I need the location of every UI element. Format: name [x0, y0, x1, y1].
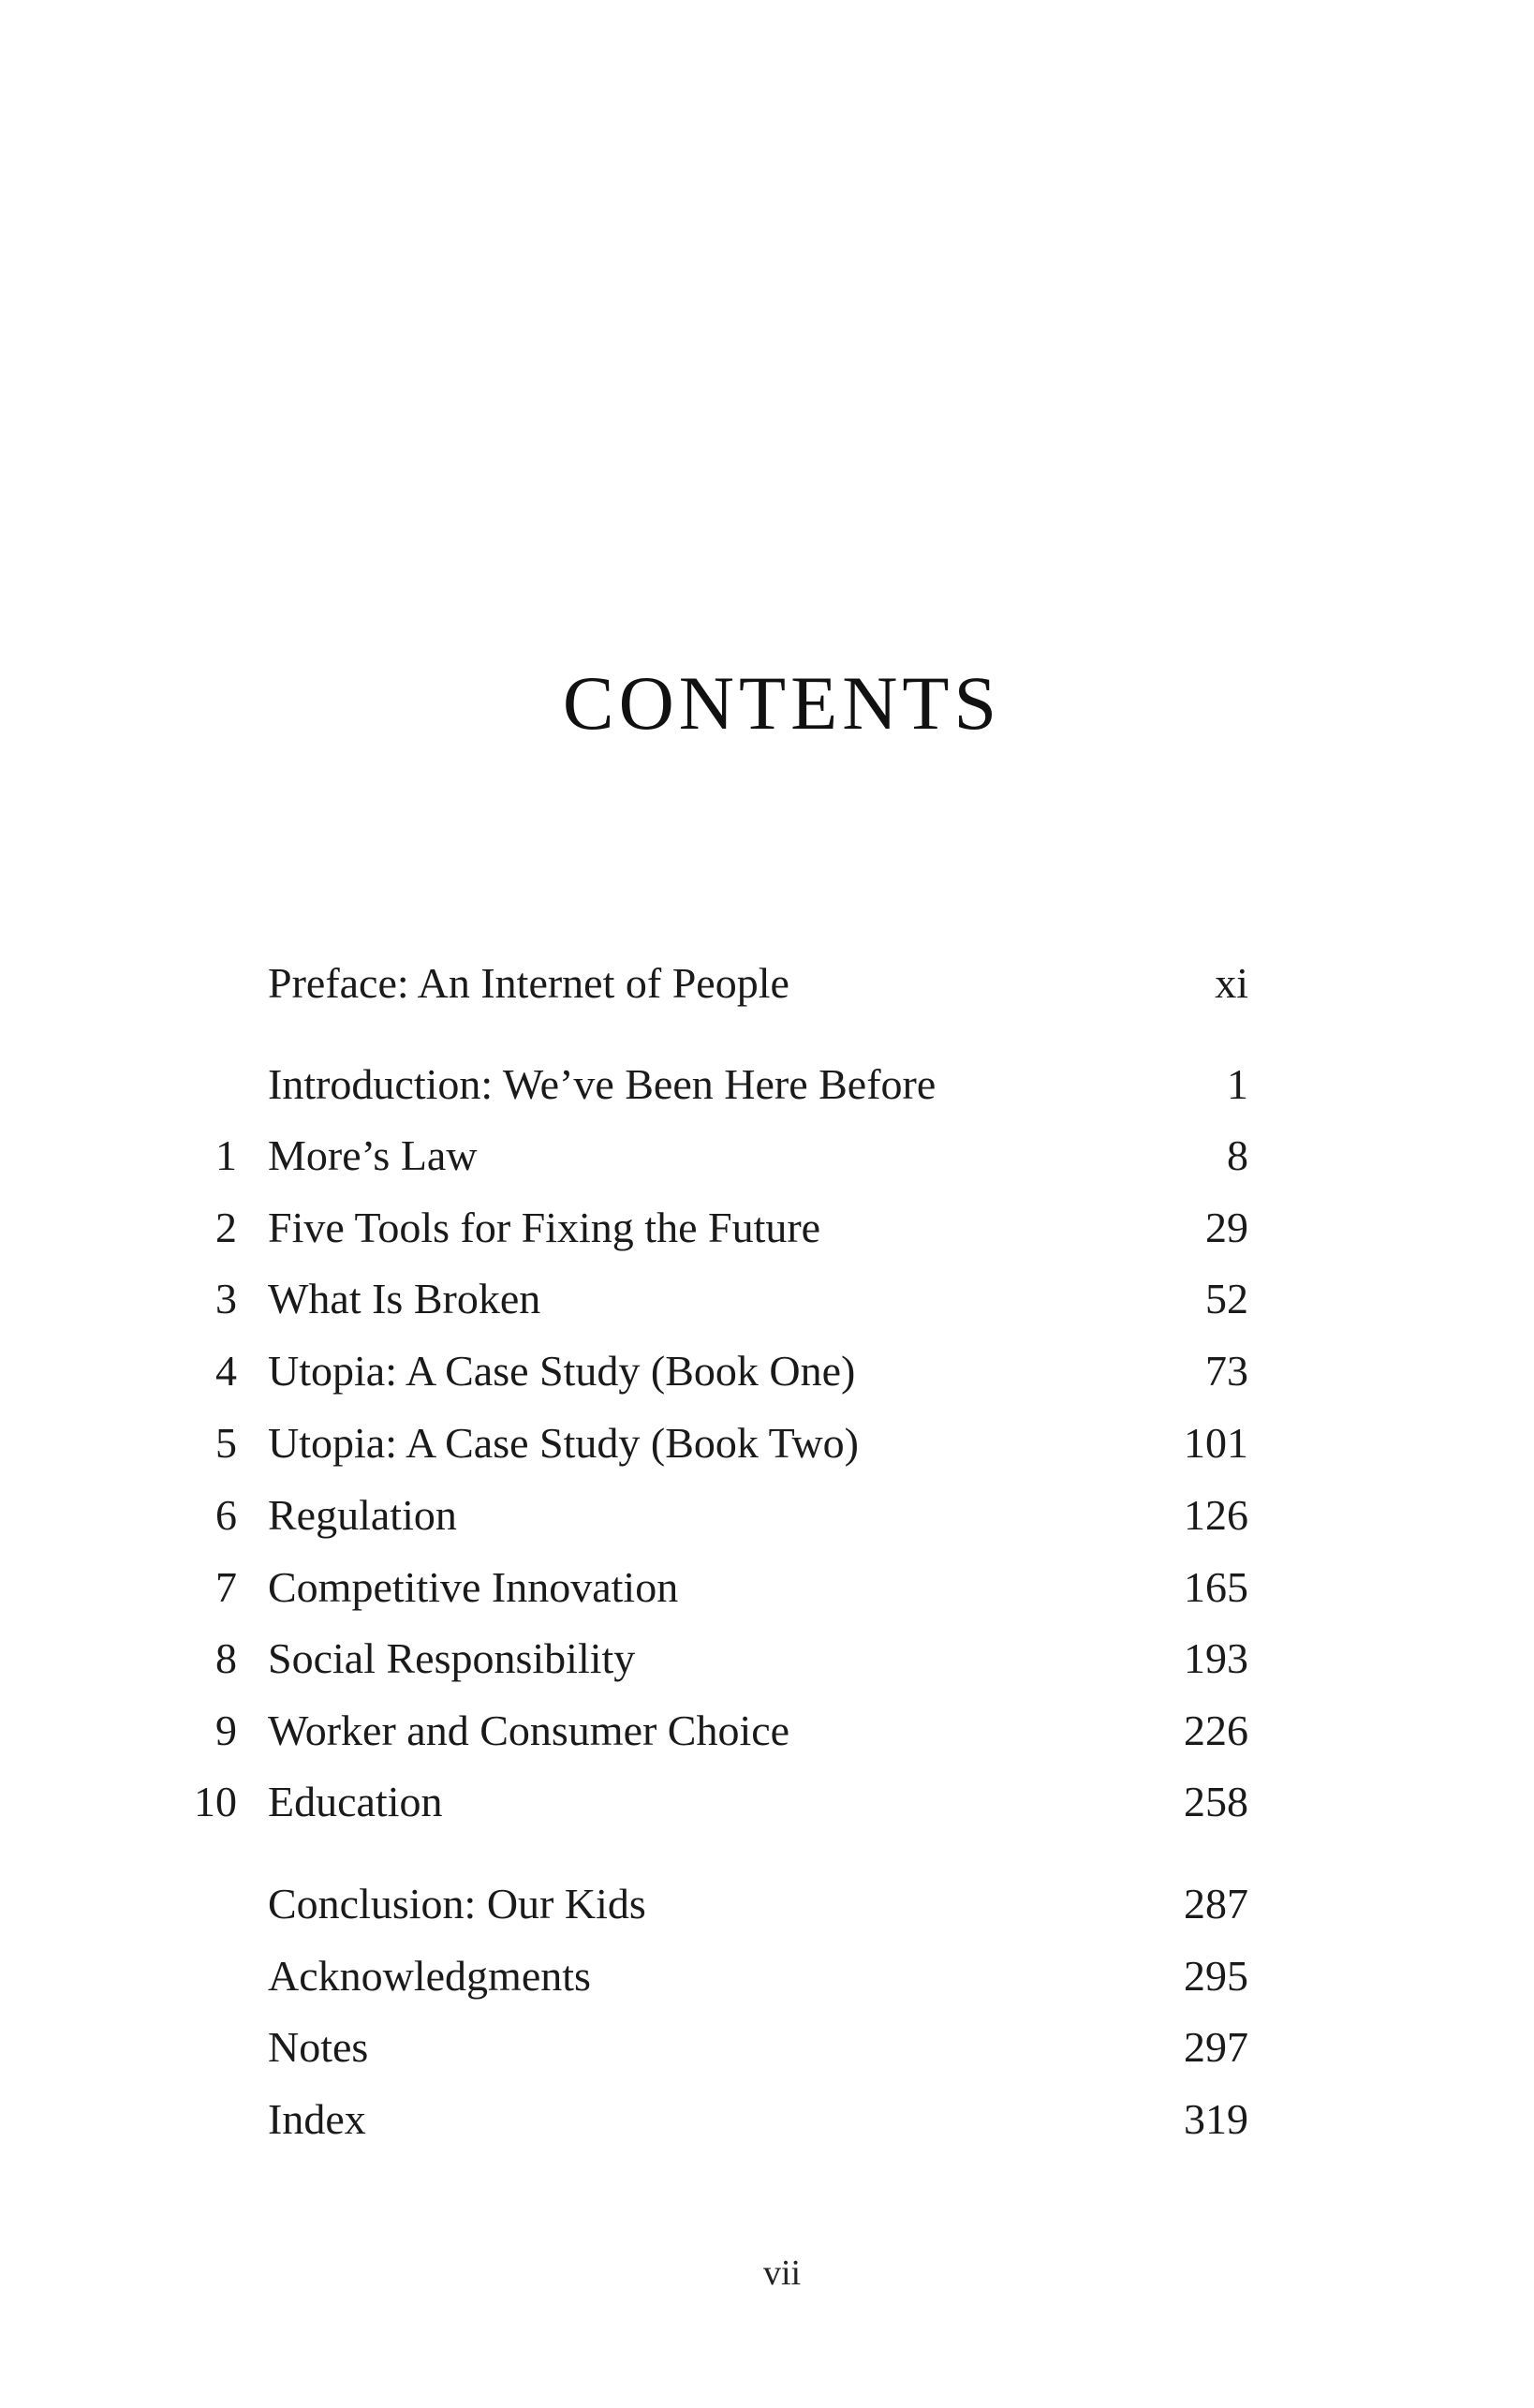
page-number: 73 — [1205, 1347, 1248, 1395]
chapter-number: 6 — [215, 1491, 237, 1539]
toc-entry — [0, 1263, 1534, 1335]
toc-entry — [0, 1336, 1534, 1407]
toc-entry — [0, 948, 1534, 1019]
entry-title: Social Responsibility — [268, 1634, 636, 1682]
entry-title: What Is Broken — [268, 1275, 541, 1322]
page-number: 29 — [1205, 1204, 1248, 1251]
chapter-number: 4 — [215, 1347, 237, 1395]
toc-entry — [0, 1408, 1534, 1479]
entry-title: Worker and Consumer Choice — [268, 1706, 790, 1754]
page-number: 193 — [1184, 1634, 1248, 1682]
chapter-number: 7 — [215, 1563, 237, 1611]
entry-title: Education — [268, 1778, 443, 1825]
page-number: 8 — [1227, 1131, 1248, 1179]
chapter-number: 9 — [215, 1706, 237, 1754]
entry-title: Five Tools for Fixing the Future — [268, 1204, 821, 1251]
chapter-number: 5 — [215, 1419, 237, 1467]
page-number: 297 — [1184, 2023, 1248, 2071]
entry-title: Conclusion: Our Kids — [268, 1880, 646, 1928]
toc-entry — [0, 1941, 1534, 2012]
contents-heading: CONTENTS — [562, 659, 1002, 746]
page-number: 319 — [1184, 2095, 1248, 2143]
entry-title: Notes — [268, 2023, 369, 2071]
page-number: 287 — [1184, 1880, 1248, 1928]
toc-entry — [0, 2084, 1534, 2155]
toc-entry — [0, 1695, 1534, 1766]
toc-entry — [0, 1869, 1534, 1940]
toc-entry — [0, 1049, 1534, 1120]
chapter-number: 2 — [215, 1204, 237, 1251]
chapter-number: 3 — [215, 1275, 237, 1322]
chapter-number: 1 — [215, 1131, 237, 1179]
page-number: 226 — [1184, 1706, 1248, 1754]
page-number: 52 — [1205, 1275, 1248, 1322]
page-number: 1 — [1227, 1060, 1248, 1108]
chapter-number: 8 — [215, 1634, 237, 1682]
page-number: 126 — [1184, 1491, 1248, 1539]
toc-entry — [0, 1120, 1534, 1191]
entry-title: Competitive Innovation — [268, 1563, 679, 1611]
page-number: 295 — [1184, 1952, 1248, 2000]
entry-title: Regulation — [268, 1491, 457, 1539]
entry-title: Introduction: We’ve Been Here Before — [268, 1060, 937, 1108]
toc-entry — [0, 2012, 1534, 2083]
toc-entry — [0, 1192, 1534, 1263]
entry-title: Acknowledgments — [268, 1952, 591, 2000]
page-folio: vii — [762, 2253, 802, 2293]
entry-title: Preface: An Internet of People — [268, 959, 789, 1007]
entry-title: Utopia: A Case Study (Book Two) — [268, 1419, 859, 1467]
entry-title: Index — [268, 2095, 366, 2143]
page-number: 101 — [1184, 1419, 1248, 1467]
chapter-number: 10 — [194, 1778, 237, 1825]
entry-title: More’s Law — [268, 1131, 478, 1179]
entry-title: Utopia: A Case Study (Book One) — [268, 1347, 856, 1395]
page-number: 258 — [1184, 1778, 1248, 1825]
toc-entry — [0, 1623, 1534, 1694]
page-number: 165 — [1184, 1563, 1248, 1611]
toc-entry — [0, 1766, 1534, 1838]
toc-entry — [0, 1552, 1534, 1623]
page-number: xi — [1215, 959, 1248, 1007]
toc-entry — [0, 1480, 1534, 1551]
